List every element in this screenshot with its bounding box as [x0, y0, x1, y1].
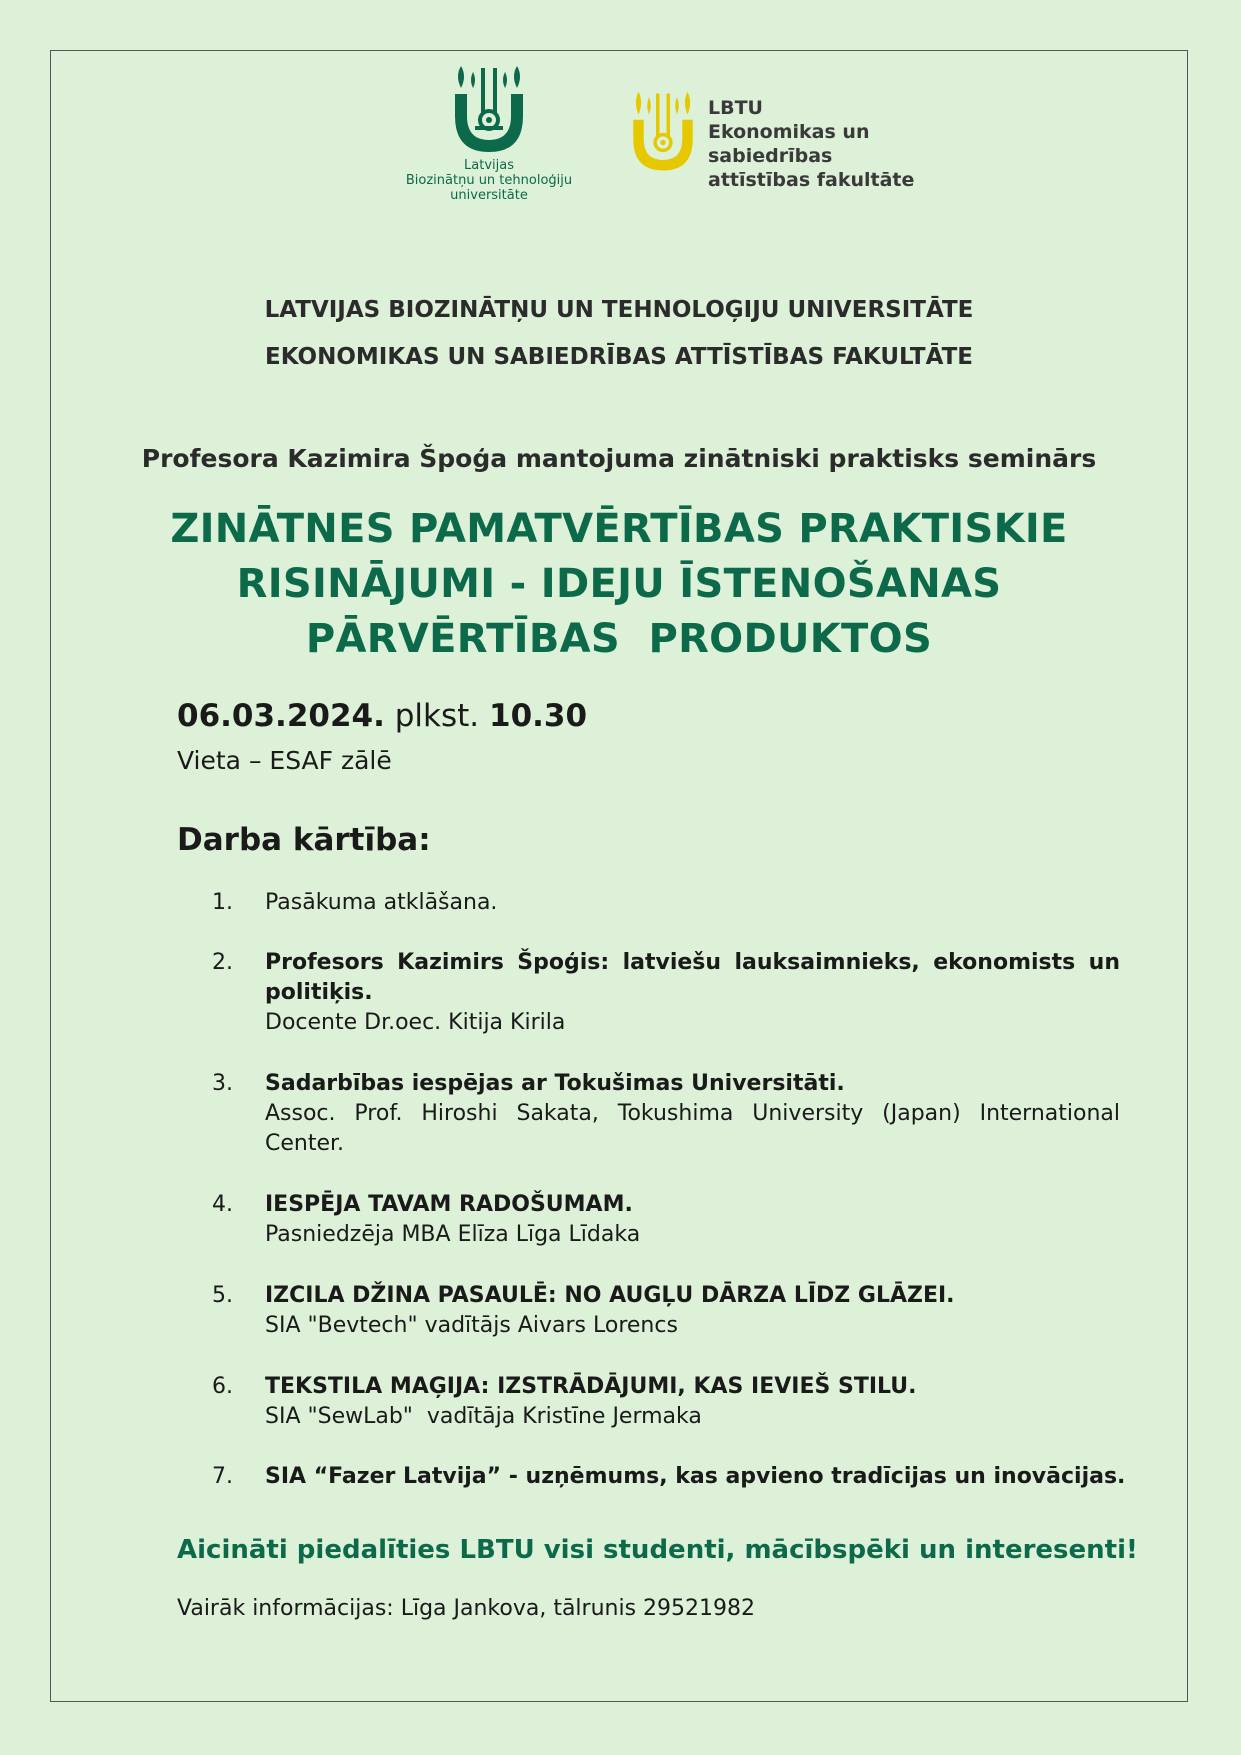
agenda-item-title: IESPĒJA TAVAM RADOŠUMAM.: [265, 1192, 633, 1217]
agenda-item-title: Profesors Kazimirs Špoģis: latviešu lauksaimnieks, ekonomists un politiķis.: [265, 950, 1120, 1005]
university-caption-line-3: universitāte: [450, 188, 528, 203]
agenda-item-number: 1.: [212, 890, 233, 915]
agenda-item-number: 3.: [212, 1071, 233, 1096]
title-line-2: RISINĀJUMI - IDEJU ĪSTENOŠANAS: [236, 561, 1002, 607]
university-logo-caption: [389, 158, 589, 203]
institution-name: LATVIJAS BIOZINĀTŅU UN TEHNOLOĢIJU UNIVERSITĀTE: [264, 297, 974, 323]
agenda-item-number: 2.: [212, 950, 233, 975]
faculty-logo: [628, 84, 948, 191]
agenda-item-speaker: Docente Dr.oec. Kitija Kirila: [265, 1010, 566, 1035]
faculty-logo-text: [708, 96, 948, 192]
university-emblem-icon: [449, 64, 529, 156]
agenda-item-title: SIA “Fazer Latvija” - uzņēmums, kas apvieno tradīcijas un inovācijas.: [265, 1464, 1126, 1489]
agenda-item-speaker: SIA "Bevtech" vadītājs Aivars Lorencs: [265, 1313, 678, 1338]
seminar-subtitle: Profesora Kazimira Špoģa mantojuma zinātniski praktisks seminārs: [141, 444, 1097, 473]
invitation-text: Aicināti piedalīties LBTU visi studenti, mācībspēki un interesenti!: [177, 1535, 1138, 1565]
event-datetime: [177, 698, 587, 734]
agenda-heading: Darba kārtība:: [177, 822, 431, 858]
agenda-item-number: 5.: [212, 1283, 233, 1308]
university-caption-line-2: Biozinātņu un tehnoloģiju: [405, 173, 573, 188]
agenda-item-number: 4.: [212, 1192, 233, 1217]
contact-info: Vairāk informācijas: Līga Jankova, tālrunis 29521982: [177, 1596, 756, 1621]
event-date: 06.03.2024.: [177, 698, 385, 734]
faculty-logo-line-3: attīstības fakultāte: [708, 169, 915, 191]
agenda-item-title: Pasākuma atklāšana.: [265, 890, 498, 915]
agenda-item-speaker: Pasniedzēja MBA Elīza Līga Līdaka: [265, 1222, 641, 1247]
agenda-item-speaker: Assoc. Prof. Hiroshi Sakata, Tokushima University (Japan) International Center.: [265, 1101, 1120, 1156]
seminar-title: [50, 502, 1188, 667]
event-time-prefix: plkst.: [394, 698, 480, 734]
agenda-item-speaker: SIA "SewLab" vadītāja Kristīne Jermaka: [265, 1404, 702, 1429]
agenda-item-number: 7.: [212, 1464, 233, 1489]
agenda-item-number: 6.: [212, 1374, 233, 1399]
faculty-logo-line-1: LBTU: [708, 97, 763, 119]
university-caption-line-1: Latvijas: [464, 158, 514, 173]
university-logo: [389, 64, 589, 203]
title-line-1: ZINĀTNES PAMATVĒRTĪBAS PRAKTISKIE: [170, 506, 1068, 552]
title-line-3: PĀRVĒRTĪBAS PRODUKTOS: [305, 616, 933, 662]
faculty-logo-line-2: Ekonomikas un sabiedrības: [708, 121, 870, 167]
event-time: 10.30: [489, 698, 588, 734]
event-place: Vieta – ESAF zālē: [177, 746, 392, 775]
faculty-emblem-icon: [628, 84, 698, 180]
agenda-item-title: TEKSTILA MAĢIJA: IZSTRĀDĀJUMI, KAS IEVIEŠ STILU.: [265, 1374, 917, 1399]
agenda-item-title: IZCILA DŽINA PASAULĒ: NO AUGĻU DĀRZA LĪDZ GLĀZEI.: [265, 1283, 955, 1308]
agenda-item-title: Sadarbības iespējas ar Tokušimas Universitāti.: [265, 1071, 845, 1096]
faculty-name: EKONOMIKAS UN SABIEDRĪBAS ATTĪSTĪBAS FAKULTĀTE: [265, 344, 973, 370]
